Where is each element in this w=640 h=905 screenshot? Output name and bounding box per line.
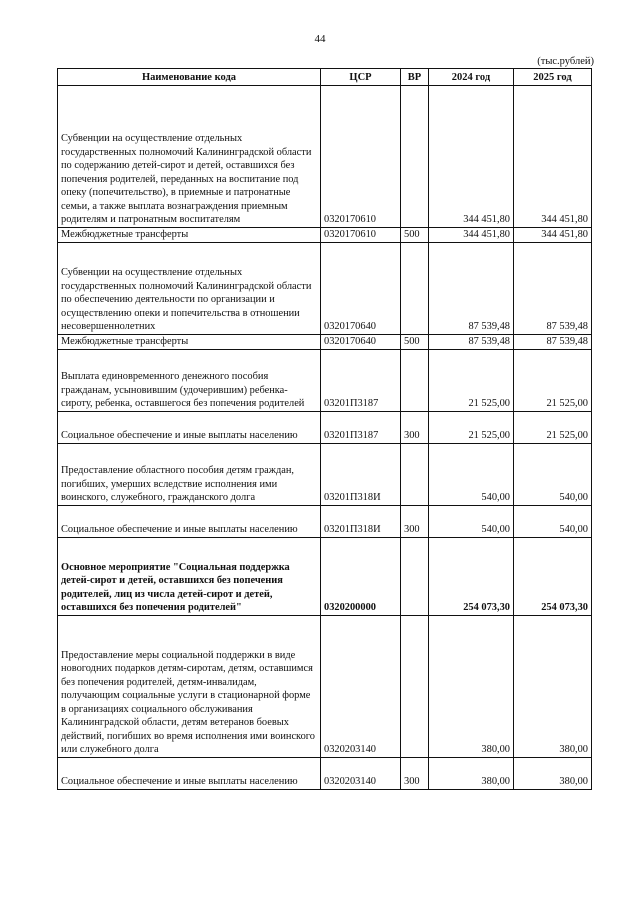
row-name: Выплата единовременного денежного пособия гражданам, усыновившим (удочерившим) ребенка-сироту, ребенка, оставшегося без попечения родителей	[58, 350, 321, 412]
table-row	[58, 86, 592, 228]
row-2025: 21 525,00	[514, 350, 592, 412]
row-csr: 0320203140	[321, 616, 401, 758]
row-2025: 380,00	[514, 616, 592, 758]
row-vr: 500	[401, 228, 429, 243]
row-name: Социальное обеспечение и иные выплаты населению	[58, 758, 321, 790]
table-row	[58, 616, 592, 758]
row-2024: 21 525,00	[429, 350, 514, 412]
row-name: Субвенции на осуществление отдельных государственных полномочий Калининградской области по содержанию детей-сирот и детей, оставшихся без попечения родителей, переданных на воспитание под опеку (попечительство), в приемные и патронатные семьи, а также выплата вознаграждения приемным родителям и патронатным воспитателям	[58, 86, 321, 228]
row-2025: 21 525,00	[514, 412, 592, 444]
header-csr: ЦСР	[321, 69, 401, 86]
table-row	[58, 228, 592, 243]
table-row	[58, 412, 592, 444]
row-2025: 380,00	[514, 758, 592, 790]
row-2025: 540,00	[514, 506, 592, 538]
row-vr: 300	[401, 758, 429, 790]
row-csr: 0320203140	[321, 758, 401, 790]
row-csr: 0320170610	[321, 86, 401, 228]
page-number: 44	[314, 33, 326, 45]
header-2024: 2024 год	[429, 69, 514, 86]
row-csr: 03201П318И	[321, 506, 401, 538]
table-row-main-activity	[58, 538, 592, 616]
row-csr: 03201П3187	[321, 412, 401, 444]
row-2024: 344 451,80	[429, 86, 514, 228]
row-name: Основное мероприятие "Социальная поддержка детей-сирот и детей, оставшихся без попечения родителей, лиц из числа детей-сирот и детей, оставшихся без попечения родителей"	[58, 538, 321, 616]
row-2024: 87 539,48	[429, 335, 514, 350]
row-vr: 500	[401, 335, 429, 350]
table-row	[58, 758, 592, 790]
row-name: Межбюджетные трансферты	[58, 335, 321, 350]
row-2024: 380,00	[429, 758, 514, 790]
row-name: Социальное обеспечение и иные выплаты населению	[58, 412, 321, 444]
row-2025: 254 073,30	[514, 538, 592, 616]
row-2025: 540,00	[514, 444, 592, 506]
header-name: Наименование кода	[58, 69, 321, 86]
table-header-row	[58, 69, 592, 86]
row-2024: 254 073,30	[429, 538, 514, 616]
row-2024: 540,00	[429, 506, 514, 538]
row-csr: 0320170640	[321, 243, 401, 335]
table-row	[58, 444, 592, 506]
row-name: Социальное обеспечение и иные выплаты населению	[58, 506, 321, 538]
row-csr: 03201П318И	[321, 444, 401, 506]
row-csr: 0320170640	[321, 335, 401, 350]
row-csr: 0320170610	[321, 228, 401, 243]
units-label: (тыс.рублей)	[537, 56, 594, 67]
header-vr: ВР	[401, 69, 429, 86]
row-name: Предоставление меры социальной поддержки в виде новогодних подарков детям-сиротам, детям, оставшимся без попечения родителей, детям-инвалидам, получающим социальные услуги в стационарной форме в организациях социального обслуживания Калининградской области, детям ветеранов боевых действий, погибших во время исполнения ими воинского или служебного долга	[58, 616, 321, 758]
row-2024: 540,00	[429, 444, 514, 506]
row-vr: 300	[401, 412, 429, 444]
row-name: Предоставление областного пособия детям граждан, погибших, умерших вследствие исполнения ими воинского, служебного, гражданского долга	[58, 444, 321, 506]
row-2025: 87 539,48	[514, 335, 592, 350]
budget-table	[57, 68, 592, 790]
table-row	[58, 350, 592, 412]
row-vr	[401, 444, 429, 506]
table-row	[58, 335, 592, 350]
row-vr	[401, 538, 429, 616]
table-row	[58, 506, 592, 538]
row-vr	[401, 350, 429, 412]
table-row	[58, 243, 592, 335]
row-2025: 344 451,80	[514, 86, 592, 228]
row-2024: 344 451,80	[429, 228, 514, 243]
row-vr	[401, 616, 429, 758]
row-vr	[401, 86, 429, 228]
row-csr: 0320200000	[321, 538, 401, 616]
row-name: Межбюджетные трансферты	[58, 228, 321, 243]
row-vr	[401, 243, 429, 335]
row-2025: 87 539,48	[514, 243, 592, 335]
row-2024: 87 539,48	[429, 243, 514, 335]
row-2025: 344 451,80	[514, 228, 592, 243]
row-name: Субвенции на осуществление отдельных государственных полномочий Калининградской области по обеспечению деятельности по организации и осуществлению опеки и попечительства в отношении несовершеннолетних	[58, 243, 321, 335]
row-2024: 380,00	[429, 616, 514, 758]
header-2025: 2025 год	[514, 69, 592, 86]
row-2024: 21 525,00	[429, 412, 514, 444]
row-vr: 300	[401, 506, 429, 538]
row-csr: 03201П3187	[321, 350, 401, 412]
